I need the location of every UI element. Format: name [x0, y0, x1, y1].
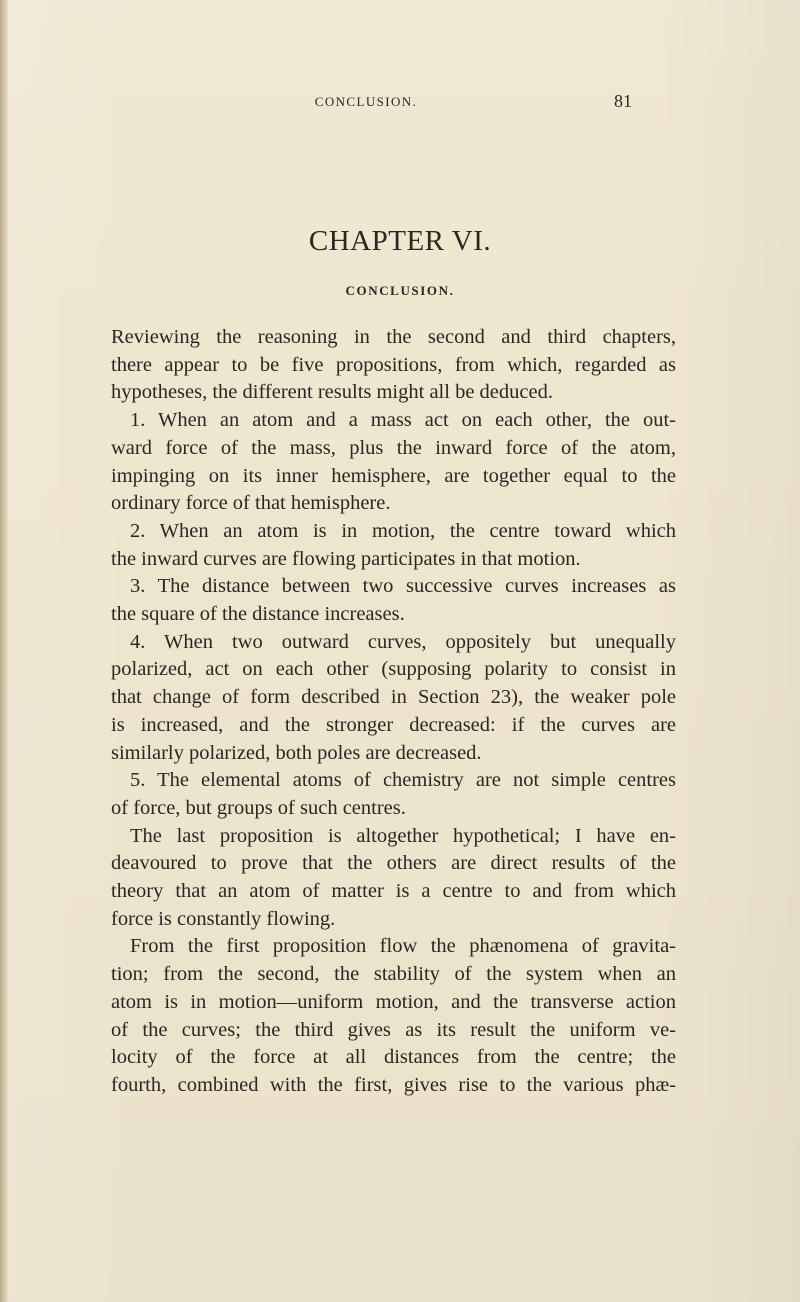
body-line: the inward curves are flowing participates in that motion.: [111, 547, 581, 570]
running-title: CONCLUSION.: [314, 94, 418, 109]
body-line: is increased, and the stronger decreased: if the curves are: [111, 713, 676, 736]
body-line: tion; from the second, the stability of the system when an: [111, 963, 676, 986]
chapter-title: CHAPTER VI.: [308, 225, 492, 257]
body-line: hypotheses, the different results might all be deduced.: [111, 381, 553, 404]
body-line: Reviewing the reasoning in the second and third chapters,: [111, 326, 676, 348]
body-line: of the curves; the third gives as its result the uniform ve-: [111, 1018, 676, 1041]
body-line: polarized, act on each other (supposing polarity to consist in: [111, 658, 676, 681]
body-line: impinging on its inner hemisphere, are together equal to the: [111, 464, 676, 487]
body-line: ordinary force of that hemisphere.: [111, 492, 391, 515]
body-line: fourth, combined with the first, gives rise to the various phæ-: [111, 1073, 676, 1096]
body-line: 1. When an atom and a mass act on each other, the out-: [130, 409, 676, 432]
running-head: [0, 91, 800, 114]
body-line: of force, but groups of such centres.: [111, 796, 406, 819]
body-line: there appear to be five propositions, from which, regarded as: [111, 353, 676, 376]
body-line: locity of the force at all distances from the centre; the: [111, 1046, 676, 1069]
body-line: The last proposition is altogether hypothetical; I have en-: [130, 824, 676, 847]
body-line: force is constantly flowing.: [111, 907, 336, 930]
body-line: deavoured to prove that the others are direct results of the: [111, 852, 676, 875]
body-line: ward force of the mass, plus the inward force of the atom,: [111, 436, 676, 459]
body-line: that change of form described in Section 23), the weaker pole: [111, 686, 676, 709]
page-number: 81: [614, 91, 632, 111]
body-line: the square of the distance increases.: [111, 603, 405, 626]
chapter-body-text: [111, 324, 676, 1100]
body-line: similarly polarized, both poles are decreased.: [111, 741, 482, 764]
chapter-subtitle: CONCLUSION.: [345, 283, 455, 298]
body-line: 2. When an atom is in motion, the centre toward which: [130, 519, 676, 542]
body-line: 3. The distance between two successive curves increases as: [130, 575, 676, 598]
body-line: 5. The elemental atoms of chemistry are not simple centres: [130, 769, 676, 792]
page-gutter-shadow: [0, 0, 8, 1302]
body-line: theory that an atom of matter is a centre to and from which: [111, 880, 676, 903]
body-line: 4. When two outward curves, oppositely but unequally: [130, 630, 676, 653]
body-line: From the first proposition flow the phænomena of gravita-: [130, 935, 676, 958]
body-line: atom is in motion—uniform motion, and the transverse action: [111, 990, 676, 1013]
